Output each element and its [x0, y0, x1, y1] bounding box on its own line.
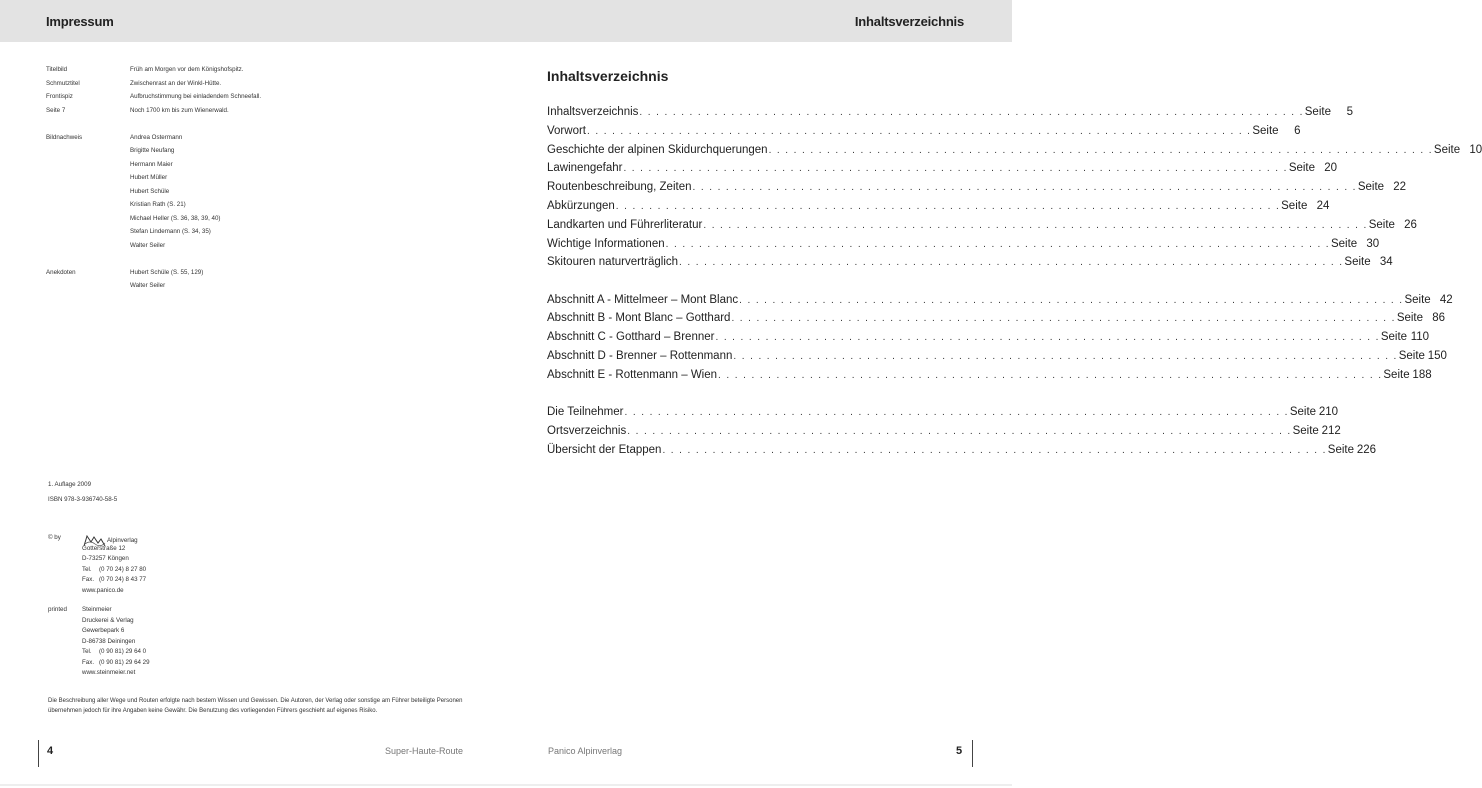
toc-entry-title: Abschnitt D - Brenner – Rottenmann [547, 350, 733, 363]
toc-entry[interactable] [547, 181, 1407, 200]
toc-dot-leader: . . . . . . . . . . . . . . . . . . . . . . . . . . . . . . . . . . . . . . . . . . . . . . . . . . . . . . . . . . . . . . . . . . . . . . . . . . . . . . . . [692, 182, 1357, 194]
toc-dot-leader: . . . . . . . . . . . . . . . . . . . . . . . . . . . . . . . . . . . . . . . . . . . . . . . . . . . . . . . . . . . . . . . . . . . . . . . . . . . . . . . . [665, 238, 1330, 250]
page-bottom-edge [0, 784, 1012, 786]
toc-entry[interactable] [547, 406, 1339, 425]
photo-credit-name: Hubert Müller [130, 174, 168, 181]
toc-group-gap [547, 275, 959, 294]
toc-dot-leader: . . . . . . . . . . . . . . . . . . . . . . . . . . . . . . . . . . . . . . . . . . . . . . . . . . . . . . . . . . . . . . . . . . . . . . . . . . . . . . . . [715, 332, 1380, 344]
photo-credit-row [46, 242, 486, 256]
right-running-title: Panico Alpinverlag [548, 746, 623, 756]
toc-entry-title: Skitouren naturverträglich [547, 256, 679, 269]
toc-seite-label: Seite [1398, 350, 1425, 363]
printer-fax-line [82, 659, 282, 670]
toc-seite-label: Seite [1252, 124, 1279, 137]
photo-credit-name: Andrea Ostermann [130, 133, 183, 141]
publisher-name: Alpinverlag [107, 537, 138, 545]
toc-group-gap [547, 388, 959, 407]
printer-line: Gewerbepark 6 [82, 627, 125, 634]
toc-seite-label: Seite [1383, 368, 1410, 381]
toc-page-number: 20 [1324, 162, 1338, 175]
photo-credit-row [46, 147, 486, 161]
toc-page-number: 6 [1294, 124, 1301, 137]
fax-key: Fax. [82, 576, 95, 583]
toc-entry[interactable] [547, 331, 1430, 350]
toc-seite-label: Seite [1380, 331, 1408, 344]
printer-line: Druckerei & Verlag [82, 616, 134, 624]
toc-seite-label: Seite [1289, 406, 1317, 419]
publisher-tel-line [82, 566, 282, 577]
toc-entry[interactable] [547, 443, 1377, 463]
left-page-number: 4 [47, 745, 54, 757]
credit-label: Frontispiz [46, 93, 73, 100]
printer-block [48, 606, 248, 680]
toc-seite-label: Seite [1292, 424, 1319, 437]
toc-entry[interactable] [547, 218, 1417, 238]
page-header [0, 0, 1012, 42]
toc-page-number: 30 [1366, 237, 1380, 250]
toc-dot-leader: . . . . . . . . . . . . . . . . . . . . . . . . . . . . . . . . . . . . . . . . . . . . . . . . . . . . . . . . . . . . . . . . . . . . . . . . . . . . . . . . [639, 107, 1304, 118]
toc-entry-title: Inhaltsverzeichnis [547, 106, 639, 118]
toc-dot-leader: . . . . . . . . . . . . . . . . . . . . . . . . . . . . . . . . . . . . . . . . . . . . . . . . . . . . . . . . . . . . . . . . . . . . . . . . . . . . . . . . [624, 407, 1289, 419]
toc-seite-label: Seite [1357, 181, 1385, 194]
photo-credit-name: Kristian Rath (S. 21) [130, 201, 186, 208]
toc-entry[interactable] [547, 350, 1447, 369]
toc-entry[interactable] [547, 237, 1380, 257]
anecdote-name: Walter Seiler [130, 282, 166, 289]
toc-page-number: 212 [1321, 424, 1341, 437]
publisher-line [82, 534, 282, 545]
toc-page-number: 10 [1469, 143, 1482, 156]
toc-seite-label: Seite [1396, 312, 1424, 325]
publisher-tel: (0 70 24) 8 27 80 [99, 565, 147, 573]
disclaimer-text: Die Beschreibung aller Wege und Routen erfolgte nach bestem Wissen und Gewissen. Die Autoren, der Verlag oder sonstige am Führer beteiligte Personen übernehmen jedoch für ihre Angaben keine Gewähr. Die Benutzung des vorliegenden Führers geschieht auf eigenes Risiko. [48, 698, 463, 714]
toc-entry-title: Abschnitt A - Mittelmeer – Mont Blanc [547, 293, 739, 306]
left-header-title: Impressum [46, 14, 114, 29]
toc-page-number: 150 [1427, 350, 1447, 363]
toc-page-number: 110 [1410, 331, 1430, 344]
toc-title: Inhaltsverzeichnis [547, 68, 669, 84]
toc-entry-title: Routenbeschreibung, Zeiten [547, 181, 692, 194]
toc-page-number: 26 [1404, 218, 1417, 231]
toc-dot-leader: . . . . . . . . . . . . . . . . . . . . . . . . . . . . . . . . . . . . . . . . . . . . . . . . . . . . . . . . . . . . . . . . . . . . . . . . . . . . . . . . [587, 125, 1252, 137]
copyright-block [48, 534, 248, 597]
toc-seite-label: Seite [1327, 443, 1355, 456]
right-page-number: 5 [956, 745, 963, 757]
credit-value: Aufbruchstimmung bei einladendem Schneefall. [130, 93, 262, 100]
toc-seite-label: Seite [1304, 106, 1331, 118]
toc-entry-title: Vorwort [547, 124, 586, 137]
photo-credit-row [46, 161, 486, 175]
publisher-address-line: D-73257 Köngen [82, 555, 129, 562]
photo-credit-row [46, 134, 486, 148]
photo-credit-row [46, 228, 486, 242]
toc-entry[interactable] [547, 106, 1353, 125]
anecdotes-label: Anekdoten [46, 268, 76, 276]
credit-label: Titelbild [46, 66, 68, 73]
credit-row [46, 107, 486, 121]
tel-key: Tel. [82, 565, 92, 573]
photo-credits-label: Bildnachweis [46, 133, 83, 141]
credit-value: Früh am Morgen vor dem Königshofspitz. [130, 66, 244, 73]
isbn-text: ISBN 978-3-936740-58-5 [48, 496, 118, 503]
toc-page-number: 226 [1356, 443, 1377, 456]
toc-dot-leader: . . . . . . . . . . . . . . . . . . . . . . . . . . . . . . . . . . . . . . . . . . . . . . . . . . . . . . . . . . . . . . . . . . . . . . . . . . . . . . . . [718, 369, 1383, 381]
printer-line: Steinmeier [82, 606, 112, 613]
toc-dot-leader: . . . . . . . . . . . . . . . . . . . . . . . . . . . . . . . . . . . . . . . . . . . . . . . . . . . . . . . . . . . . . . . . . . . . . . . . . . . . . . . . [615, 200, 1281, 212]
toc-entry[interactable] [547, 124, 1301, 144]
toc-entry-title: Abkürzungen [547, 199, 615, 212]
footer-right-rule [972, 740, 973, 767]
photo-credit-row [46, 201, 486, 215]
toc-page-number: 42 [1439, 293, 1453, 306]
toc-entry-title: Die Teilnehmer [547, 406, 624, 419]
toc-dot-leader: . . . . . . . . . . . . . . . . . . . . . . . . . . . . . . . . . . . . . . . . . . . . . . . . . . . . . . . . . . . . . . . . . . . . . . . . . . . . . . . . [703, 219, 1368, 231]
photo-credit-name: Hermann Maier [130, 160, 173, 168]
toc-entry-title: Geschichte der alpinen Skidurchquerungen [547, 143, 768, 156]
printer-tel-line [82, 648, 282, 659]
photo-credit-name: Hubert Schüle [130, 187, 170, 195]
toc-seite-label: Seite [1344, 256, 1371, 269]
toc-dot-leader: . . . . . . . . . . . . . . . . . . . . . . . . . . . . . . . . . . . . . . . . . . . . . . . . . . . . . . . . . . . . . . . . . . . . . . . . . . . . . . . . [739, 294, 1404, 306]
footer-left-rule [38, 740, 39, 767]
credit-value: Zwischenrast an der Winkl-Hütte. [130, 79, 222, 87]
copyright-label: © by [48, 534, 61, 541]
printer-label: printed [48, 606, 67, 613]
toc-dot-leader: . . . . . . . . . . . . . . . . . . . . . . . . . . . . . . . . . . . . . . . . . . . . . . . . . . . . . . . . . . . . . . . . . . . . . . . . . . . . . . . . [731, 313, 1396, 325]
printer-fax: (0 90 81) 29 64 29 [99, 658, 150, 666]
toc-page-number: 86 [1432, 312, 1446, 325]
photo-credit-name: Brigitte Neufang [130, 147, 175, 154]
toc-dot-leader: . . . . . . . . . . . . . . . . . . . . . . . . . . . . . . . . . . . . . . . . . . . . . . . . . . . . . . . . . . . . . . . . . . . . . . . . . . . . . . . . [627, 425, 1292, 437]
printer-website: www.steinmeier.net [82, 669, 136, 676]
toc-dot-leader: . . . . . . . . . . . . . . . . . . . . . . . . . . . . . . . . . . . . . . . . . . . . . . . . . . . . . . . . . . . . . . . . . . . . . . . . . . . . . . . . [679, 257, 1344, 269]
toc-entry-title: Ortsverzeichnis [547, 424, 627, 437]
toc-seite-label: Seite [1281, 199, 1308, 212]
credit-label: Schmutztitel [46, 79, 80, 87]
toc-seite-label: Seite [1433, 143, 1461, 156]
anecdote-row [46, 269, 486, 283]
edition-text: 1. Auflage 2009 [48, 481, 92, 488]
toc-seite-label: Seite [1368, 218, 1395, 231]
toc-entry[interactable] [547, 312, 1446, 331]
printer-line: D-86738 Deiningen [82, 637, 136, 645]
toc-page-number: 210 [1318, 406, 1339, 419]
toc-entry[interactable] [547, 293, 1453, 313]
toc-page-number: 24 [1316, 199, 1330, 212]
toc-entry-title: Landkarten und Führerliteratur [547, 218, 703, 231]
toc-list [547, 106, 1482, 463]
toc-entry[interactable] [547, 424, 1341, 444]
toc-dot-leader: . . . . . . . . . . . . . . . . . . . . . . . . . . . . . . . . . . . . . . . . . . . . . . . . . . . . . . . . . . . . . . . . . . . . . . . . . . . . . . . . [623, 163, 1288, 175]
credit-row [46, 80, 486, 94]
tel-key: Tel. [82, 648, 92, 655]
toc-entry[interactable] [547, 256, 1393, 275]
toc-entry-title: Abschnitt B - Mont Blanc – Gotthard [547, 312, 731, 325]
printer-tel: (0 90 81) 29 64 0 [99, 648, 147, 655]
right-header-title: Inhaltsverzeichnis [854, 14, 964, 29]
left-running-title: Super-Haute-Route [385, 746, 464, 756]
anecdote-row [46, 282, 486, 296]
toc-page-number: 22 [1393, 181, 1407, 194]
toc-dot-leader: . . . . . . . . . . . . . . . . . . . . . . . . . . . . . . . . . . . . . . . . . . . . . . . . . . . . . . . . . . . . . . . . . . . . . . . . . . . . . . . . [733, 351, 1398, 363]
impressum-credits [46, 66, 486, 296]
photo-credit-name: Michael Heller (S. 36, 38, 39, 40) [130, 214, 221, 222]
photo-credit-row [46, 188, 486, 202]
credit-row [46, 93, 486, 107]
toc-page-number: 5 [1346, 106, 1353, 118]
publisher-website: www.panico.de [82, 586, 124, 594]
publisher-address-line: Gotterstraße 12 [82, 544, 126, 552]
toc-seite-label: Seite [1288, 162, 1316, 175]
toc-entry-title: Abschnitt C - Gotthard – Brenner [547, 331, 715, 344]
publisher-fax-line [82, 576, 282, 587]
credit-label: Seite 7 [46, 106, 66, 114]
toc-entry-title: Wichtige Informationen [547, 237, 665, 250]
photo-credit-name: Walter Seiler [130, 241, 166, 249]
credit-value: Noch 1700 km bis zum Wienerwald. [130, 106, 229, 114]
toc-entry-title: Übersicht der Etappen [547, 443, 662, 456]
credit-row [46, 66, 486, 80]
toc-dot-leader: . . . . . . . . . . . . . . . . . . . . . . . . . . . . . . . . . . . . . . . . . . . . . . . . . . . . . . . . . . . . . . . . . . . . . . . . . . . . . . . . [662, 444, 1327, 456]
toc-page-number: 188 [1412, 368, 1432, 381]
toc-seite-label: Seite [1404, 293, 1431, 306]
toc-seite-label: Seite [1330, 237, 1358, 250]
photo-credit-name: Stefan Lindemann (S. 34, 35) [130, 228, 211, 235]
toc-entry[interactable] [547, 199, 1330, 219]
toc-entry[interactable] [547, 143, 1482, 163]
toc-entry[interactable] [547, 162, 1338, 181]
toc-entry-title: Abschnitt E - Rottenmann – Wien [547, 368, 718, 381]
publisher-fax: (0 70 24) 8 43 77 [99, 576, 147, 583]
toc-dot-leader: . . . . . . . . . . . . . . . . . . . . . . . . . . . . . . . . . . . . . . . . . . . . . . . . . . . . . . . . . . . . . . . . . . . . . . . . . . . . . . . . [768, 144, 1433, 156]
anecdote-name: Hubert Schüle (S. 55, 129) [130, 268, 204, 276]
toc-page-number: 34 [1379, 256, 1393, 269]
fax-key: Fax. [82, 658, 95, 666]
photo-credit-row [46, 174, 486, 188]
photo-credit-row [46, 215, 486, 229]
toc-entry[interactable] [547, 368, 1432, 388]
toc-entry-title: Lawinengefahr [547, 162, 623, 175]
